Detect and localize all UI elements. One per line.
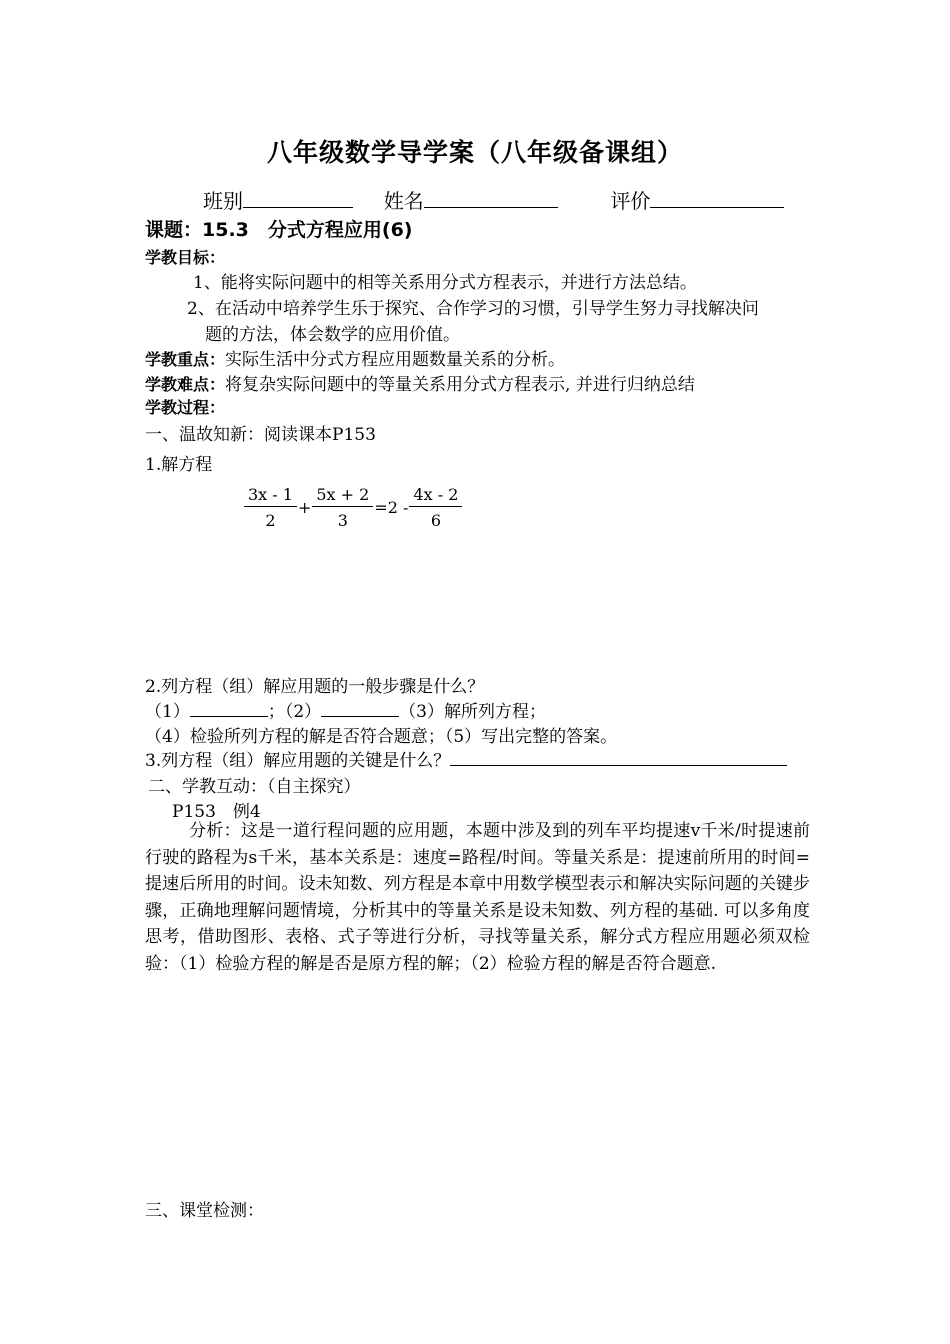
question-2: 2.列方程（组）解应用题的一般步骤是什么？ xyxy=(145,677,485,697)
fraction-1 xyxy=(244,485,297,530)
goal-item-2-line-1: 2、在活动中培养学生乐于探究、合作学习的习惯，引导学生努力寻找解决问 xyxy=(187,299,759,319)
question-3-blank[interactable] xyxy=(450,747,787,766)
fraction-2-denominator: 3 xyxy=(337,511,348,530)
difficulty-text: 将复杂实际问题中的等量关系用分式方程表示, 并进行归纳总结 xyxy=(225,375,695,395)
fraction-2-numerator: 5x + 2 xyxy=(312,485,373,507)
question-3-text: 3.列方程（组）解应用题的关键是什么？ xyxy=(145,751,451,771)
goal-item-1: 1、能将实际问题中的相等关系用分式方程表示，并进行方法总结。 xyxy=(193,273,697,293)
step-2-label: ；（2） xyxy=(267,702,322,722)
name-field[interactable] xyxy=(424,187,558,208)
steps-row-1 xyxy=(145,697,546,722)
section1-heading: 一、温故知新：阅读课本P153 xyxy=(145,425,376,445)
fraction-3-denominator: 6 xyxy=(430,511,441,530)
grade-label: 评价 xyxy=(610,189,651,213)
goals-heading: 学教目标： xyxy=(145,248,226,267)
key-point xyxy=(145,345,565,370)
fraction-3 xyxy=(409,485,462,530)
topic-label: 课题： xyxy=(145,219,203,241)
class-label: 班别 xyxy=(203,189,243,213)
equation xyxy=(244,485,462,530)
equals-operator: =2 - xyxy=(374,498,409,517)
example-reference: P153 例4 xyxy=(172,802,261,822)
section3-heading: 三、课堂检测： xyxy=(145,1201,264,1221)
question-3 xyxy=(145,746,787,771)
question-1: 1.解方程 xyxy=(145,455,213,475)
fraction-2 xyxy=(312,485,373,530)
analysis-paragraph: 分析：这是一道行程问题的应用题，本题中涉及到的列车平均提速v千米/时提速前行驶的路程为s千米，基本关系是：速度=路程/时间。等量关系是：提速前所用的时间=提速后所用的时间。设未知数、列方程是本章中用数学模型表示和解决实际问题的关键步骤，正确地理解问题情境，分析其中的等量关系是设未知数、列方程的基础. 可以多角度思考，借助图形、表格、式子等进行分析，寻找等量关系，解分式方程应用题必须双检验：（1）检验方程的解是否是原方程的解；（2）检验方程的解是否符合题意. xyxy=(145,821,810,974)
grade-field[interactable] xyxy=(650,187,784,208)
key-point-text: 实际生活中分式方程应用题数量关系的分析。 xyxy=(225,350,566,370)
topic-value: 15.3 分式方程应用(6) xyxy=(202,219,413,241)
difficulty-label: 学教难点： xyxy=(145,375,226,394)
section2-heading: 二、学教互动：（自主探究） xyxy=(148,777,361,797)
step-1-blank[interactable] xyxy=(190,698,268,717)
page-title: 八年级数学导学案（八年级备课组） xyxy=(266,138,683,167)
plus-operator: + xyxy=(297,498,312,517)
student-info-row xyxy=(203,185,784,214)
goal-item-2-line-2: 题的方法，体会数学的应用价值。 xyxy=(205,325,460,345)
steps-row-2: （4）检验所列方程的解是否符合题意；（5）写出完整的答案。 xyxy=(145,727,618,747)
name-label: 姓名 xyxy=(383,189,424,213)
step-1-label: （1） xyxy=(145,702,190,722)
process-heading: 学教过程： xyxy=(145,398,226,417)
class-field[interactable] xyxy=(243,187,353,208)
difficulty xyxy=(145,370,695,395)
fraction-3-numerator: 4x - 2 xyxy=(409,485,462,507)
step-2-blank[interactable] xyxy=(321,698,399,717)
lesson-topic xyxy=(145,215,412,242)
key-point-label: 学教重点： xyxy=(145,350,226,369)
fraction-1-denominator: 2 xyxy=(265,511,276,530)
step-3-text: （3）解所列方程； xyxy=(399,702,546,722)
fraction-1-numerator: 3x - 1 xyxy=(244,485,297,507)
